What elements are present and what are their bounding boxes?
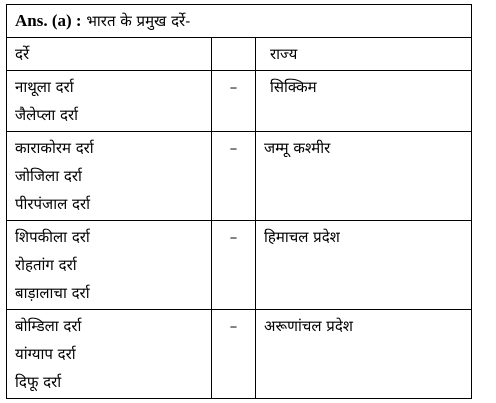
pass-name: यांग्याप दर्रा — [15, 345, 76, 363]
dash-cell: – — [212, 221, 256, 310]
pass-cell — [7, 310, 212, 399]
pass-name: बोम्डिला दर्रा — [15, 317, 82, 335]
document — [6, 4, 471, 399]
answer-label: Ans. (a) : — [15, 11, 82, 30]
dash-cell: – — [212, 132, 256, 221]
state-cell: सिक्किम — [256, 71, 472, 132]
header-pass: दर्रे — [7, 38, 212, 71]
header-blank — [212, 38, 256, 71]
table-row — [7, 71, 472, 132]
table-row — [7, 310, 472, 399]
pass-cell — [7, 132, 212, 221]
pass-cell — [7, 221, 212, 310]
pass-name: काराकोरम दर्रा — [15, 139, 94, 157]
pass-name: दिफू दर्रा — [15, 373, 62, 391]
table-row — [7, 221, 472, 310]
answer-title: भारत के प्रमुख दर्रे- — [86, 12, 191, 30]
header-state: राज्य — [256, 38, 472, 71]
state-cell: हिमाचल प्रदेश — [256, 221, 472, 310]
answer-row — [7, 5, 472, 38]
answer-cell — [7, 5, 472, 38]
pass-cell — [7, 71, 212, 132]
state-cell: जम्मू कश्मीर — [256, 132, 472, 221]
dash-cell: – — [212, 71, 256, 132]
pass-name: जोजिला दर्रा — [15, 167, 82, 185]
pass-name: रोहतांग दर्रा — [15, 256, 77, 274]
pass-name: पीरपंजाल दर्रा — [15, 195, 90, 213]
header-row — [7, 38, 472, 71]
state-cell: अरूणांचल प्रदेश — [256, 310, 472, 399]
pass-name: नाथूला दर्रा — [15, 78, 74, 96]
dash-cell: – — [212, 310, 256, 399]
pass-name: शिपकीला दर्रा — [15, 228, 90, 246]
pass-name: बाड़ालाचा दर्रा — [15, 284, 90, 302]
table-row — [7, 132, 472, 221]
pass-name: जैलेप्ला दर्रा — [15, 106, 78, 124]
passes-table — [6, 4, 472, 399]
